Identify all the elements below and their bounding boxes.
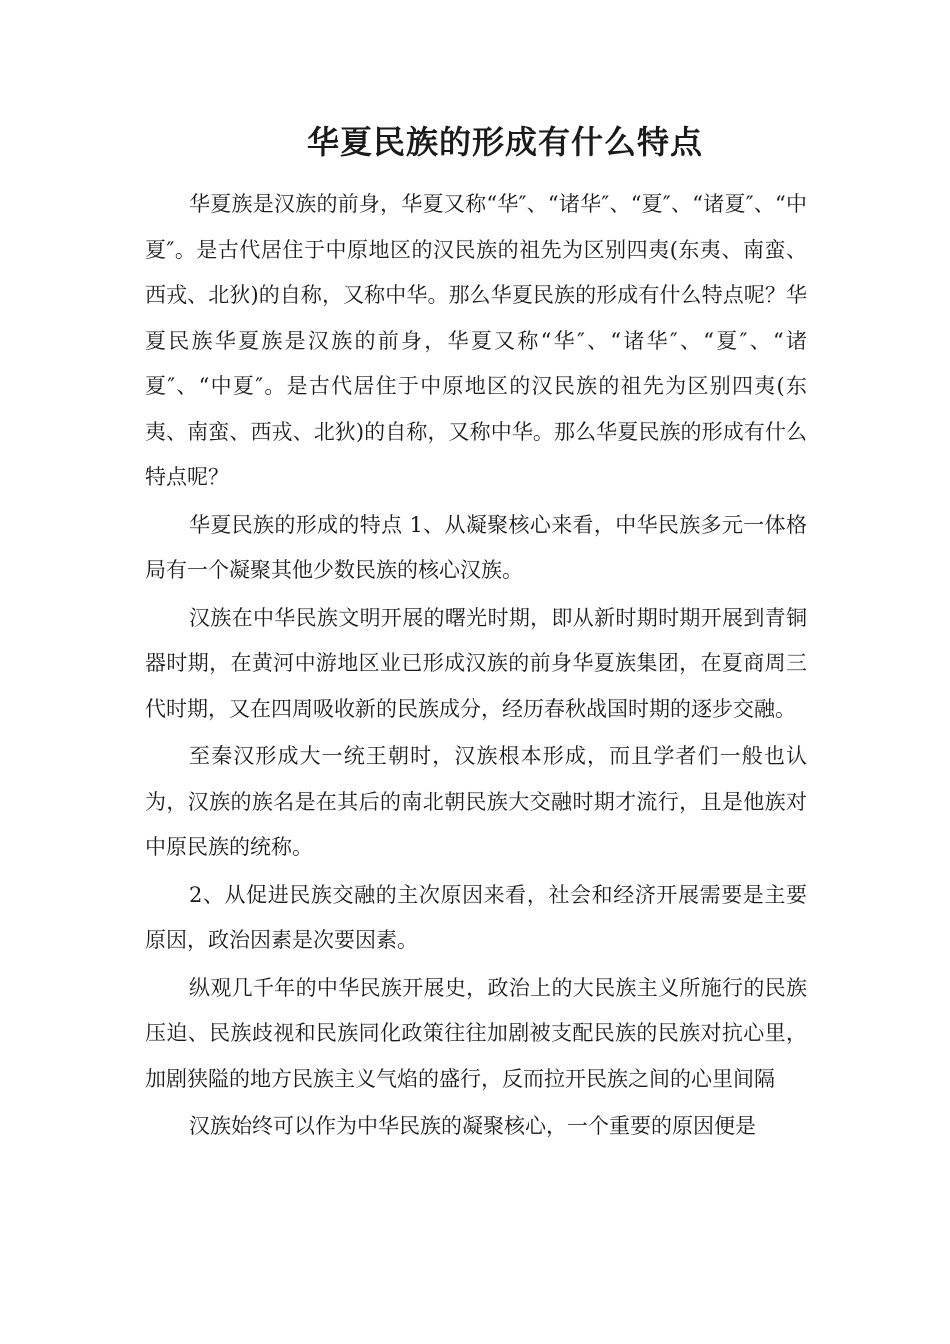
paragraph: 至秦汉形成大一统王朝时，汉族根本形成，而且学者们一般也认为，汉族的族名是在其后的南北朝民族大交融时期才流行，且是他族对中原民族的统称。 [145, 744, 807, 859]
paragraph: 汉族在中华民族文明开展的曙光时期，即从新时期时期开展到青铜器时期，在黄河中游地区业已形成汉族的前身华夏族集团，在夏商周三代时期，又在四周吸收新的民族成分，经历春秋战国时期的逐步交融。 [145, 605, 807, 721]
paragraph: 纵观几千年的中华民族开展史，政治上的大民族主义所施行的民族压迫、民族歧视和民族同化政策往往加剧被支配民族的民族对抗心里，加剧狭隘的地方民族主义气焰的盛行，反而拉开民族之间的心里间隔 [145, 975, 807, 1091]
paragraph: 2、从促进民族交融的主次原因来看，社会和经济开展需要是主要原因，政治因素是次要因素。 [145, 882, 807, 952]
paragraph: 华夏族是汉族的前身，华夏又称“华″、“诸华″、“夏″、“诸夏″、“中夏″。是古代居住于中原地区的汉民族的祖先为区别四夷(东夷、南蛮、西戎、北狄)的自称，又称中华。那么华夏民族的形成有什么特点呢？华夏民族华夏族是汉族的前身，华夏又称“华″、“诸华″、“夏″、“诸夏″、“中夏″。是古代居住于中原地区的汉民族的祖先为区别四夷(东夷、南蛮、西戎、北狄)的自称，又称中华。那么华夏民族的形成有什么特点呢？ [145, 192, 807, 489]
document-body [145, 182, 807, 1152]
paragraph: 汉族始终可以作为中华民族的凝聚核心，一个重要的原因便是 [189, 1114, 756, 1138]
document-title: 华夏民族的形成有什么特点 [306, 123, 703, 161]
paragraph: 华夏民族的形成的特点 1、从凝聚核心来看，中华民族多元一体格局有一个凝聚其他少数民族的核心汉族。 [145, 512, 807, 582]
